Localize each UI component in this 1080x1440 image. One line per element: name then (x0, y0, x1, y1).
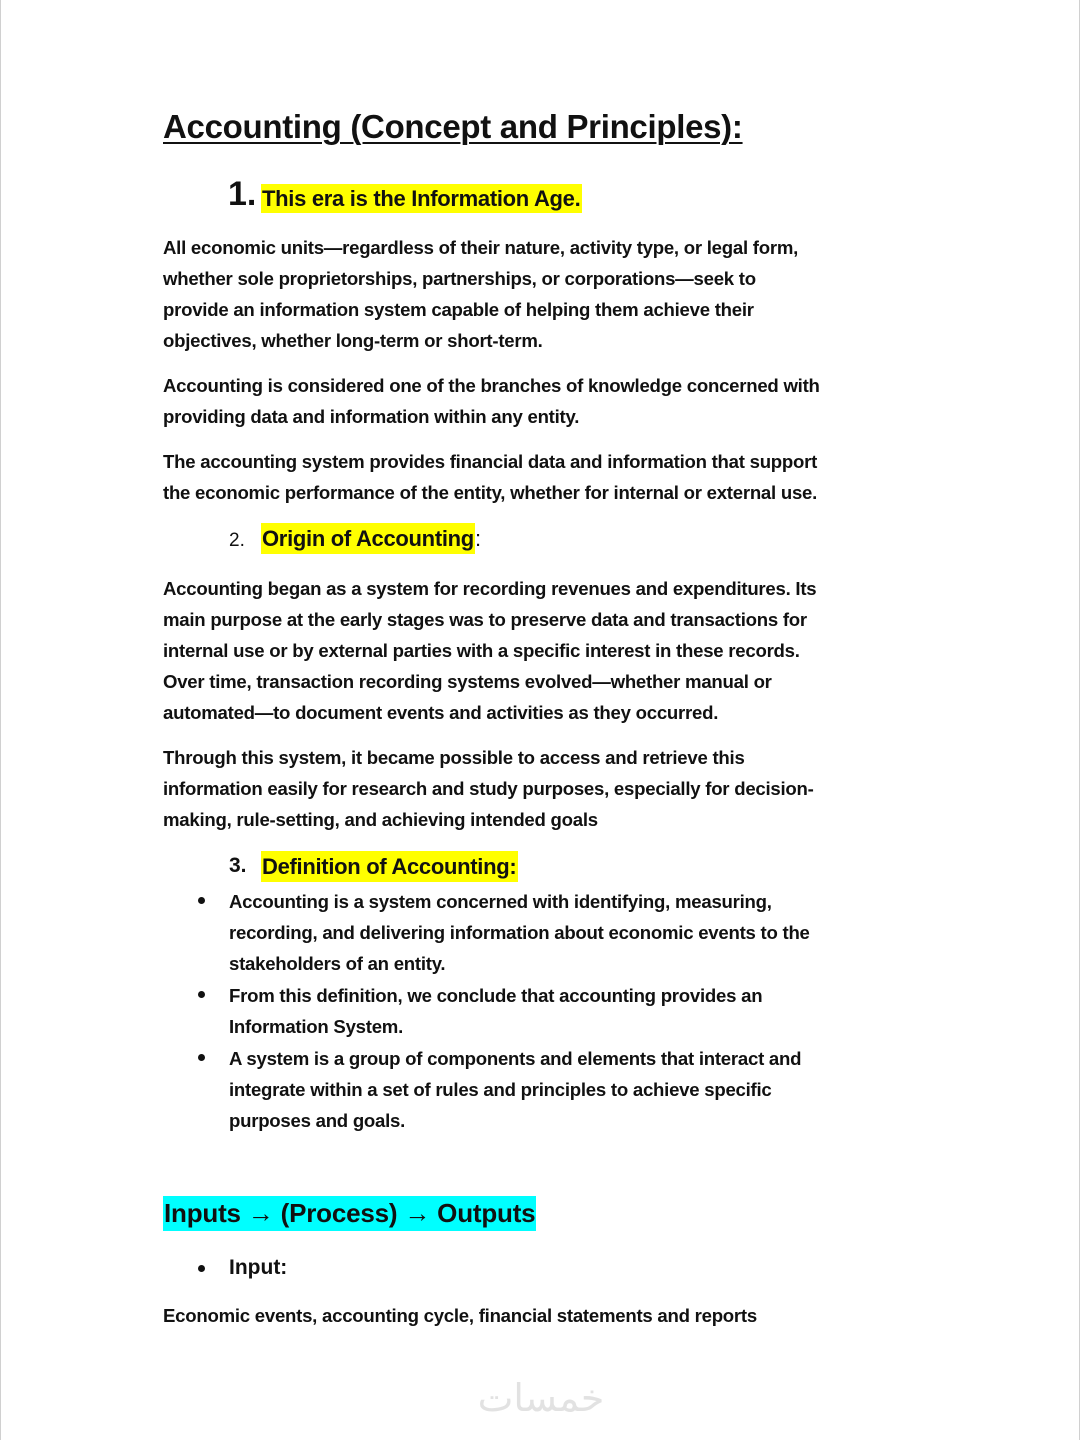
bullet-line: Information System. (229, 1016, 403, 1037)
bullet-icon (198, 1054, 205, 1061)
bullet-line: stakeholders of an entity. (229, 953, 446, 974)
paragraph-line: The accounting system provides financial data and information that support (163, 451, 818, 472)
paragraph-line: making, rule-setting, and achieving intended goals (163, 809, 598, 830)
bullet-line: A system is a group of components and elements that interact and (229, 1048, 802, 1069)
paragraph-line: the economic performance of the entity, whether for internal or external use. (163, 482, 818, 503)
paragraph-line: Over time, transaction recording systems evolved—whether manual or (163, 671, 772, 692)
paragraph-line: Accounting began as a system for recording revenues and expenditures. Its (163, 578, 817, 599)
flow-heading: Inputs → (Process) → Outputs (163, 1196, 536, 1231)
paragraph-line: internal use or by external parties with a specific interest in these records. (163, 640, 800, 661)
paragraph-line: Accounting is considered one of the branches of knowledge concerned with (163, 375, 820, 396)
paragraph-line: whether sole proprietorships, partnerships, or corporations—seek to (163, 268, 756, 289)
section-3-heading: Definition of Accounting: (261, 851, 518, 882)
paragraph-line: provide an information system capable of helping them achieve their (163, 299, 754, 320)
paragraph-line: Through this system, it became possible to access and retrieve this (163, 747, 745, 768)
section-2-heading: Origin of Accounting (261, 523, 475, 554)
paragraph-line: automated—to document events and activities as they occurred. (163, 702, 719, 723)
khamsat-watermark: خمسات (477, 1376, 605, 1420)
bullet-icon (198, 897, 205, 904)
bullet-line: From this definition, we conclude that accounting provides an (229, 985, 763, 1006)
paragraph-line: All economic units—regardless of their nature, activity type, or legal form, (163, 237, 799, 258)
paragraph-line: objectives, whether long-term or short-term. (163, 330, 543, 351)
section-2-heading-line (261, 523, 481, 554)
bullet-icon (198, 991, 205, 998)
paragraph-line: main purpose at the early stages was to preserve data and transactions for (163, 609, 807, 630)
bullet-line: Accounting is a system concerned with identifying, measuring, (229, 891, 772, 912)
bullet-icon (198, 1265, 205, 1272)
bullet-line: recording, and delivering information about economic events to the (229, 922, 810, 943)
document-title: Accounting (Concept and Principles): (163, 108, 743, 145)
section-3-number: 3. (229, 854, 247, 877)
input-description: Economic events, accounting cycle, financial statements and reports (163, 1305, 757, 1326)
section-1-number: 1. (228, 175, 257, 213)
section-1-heading: This era is the Information Age. (262, 186, 581, 211)
input-bullet: Input: (229, 1256, 288, 1279)
section-2-colon: : (474, 526, 481, 551)
section-2-number: 2. (229, 530, 245, 551)
bullet-line: integrate within a set of rules and principles to achieve specific (229, 1079, 772, 1100)
bullet-line: purposes and goals. (229, 1110, 406, 1131)
paragraph-line: information easily for research and study purposes, especially for decision- (163, 778, 814, 799)
paragraph-line: providing data and information within any entity. (163, 406, 580, 427)
